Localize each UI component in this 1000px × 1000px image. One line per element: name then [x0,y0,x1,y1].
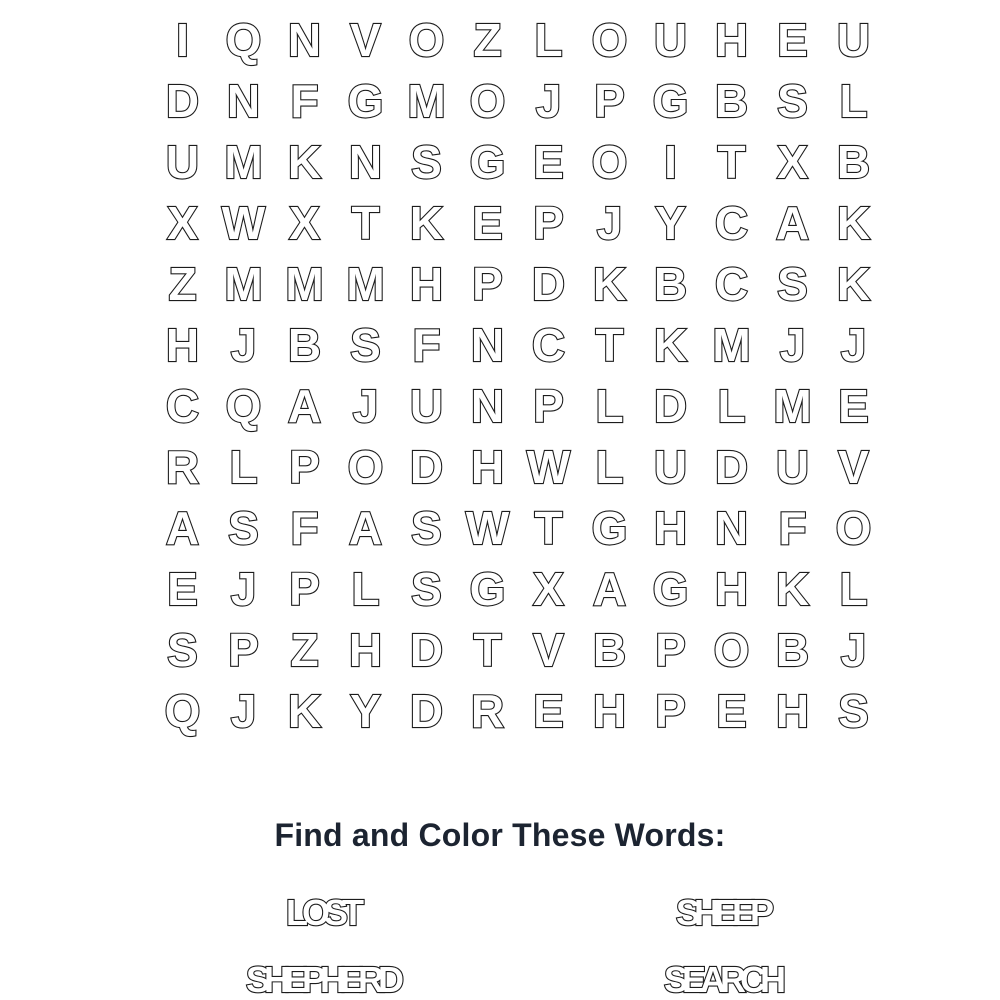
grid-letter[interactable]: O [713,623,750,676]
grid-letter[interactable]: L [717,379,746,432]
grid-letter[interactable]: G [591,501,628,554]
grid-letter[interactable]: I [176,13,189,66]
grid-letter[interactable]: A [775,196,810,249]
grid-letter[interactable]: D [165,74,200,127]
grid-letter[interactable]: T [717,135,746,188]
grid-letter[interactable]: T [351,196,380,249]
grid-letter[interactable]: U [653,440,688,493]
grid-letter[interactable]: A [592,562,627,615]
grid-letter[interactable]: I [664,135,677,188]
grid-letter[interactable]: T [534,501,563,554]
grid-letter[interactable]: U [165,135,200,188]
grid-letter[interactable]: H [714,562,749,615]
grid-letter[interactable]: C [714,196,749,249]
grid-letter[interactable]: W [221,196,266,249]
grid-letter[interactable]: J [230,562,257,615]
grid-letter[interactable]: J [352,379,379,432]
grid-letter[interactable]: U [775,440,810,493]
grid-letter[interactable]: H [165,318,200,371]
grid-letter[interactable]: Q [225,379,262,432]
grid-letter[interactable]: X [289,196,320,249]
grid-letter[interactable]: H [592,684,627,737]
grid-letter[interactable]: O [835,501,872,554]
grid-letter[interactable]: P [655,684,686,737]
grid-letter[interactable]: S [838,684,869,737]
grid-letter[interactable]: D [531,257,566,310]
grid-letter[interactable]: E [533,684,564,737]
grid-letter[interactable]: H [653,501,688,554]
grid-letter[interactable]: K [653,318,688,371]
grid-letter[interactable]: R [165,440,200,493]
grid-letter[interactable]: J [230,684,257,737]
grid-letter[interactable]: F [778,501,807,554]
grid-letter[interactable]: E [838,379,869,432]
grid-letter[interactable]: O [347,440,384,493]
grid-letter[interactable]: G [469,135,506,188]
grid-letter[interactable]: K [287,684,322,737]
grid-letter[interactable]: D [409,623,444,676]
grid-letter[interactable]: H [775,684,810,737]
word-list-item: SHEPHERD [245,959,399,1000]
grid-letter[interactable]: O [591,13,628,66]
word-list-item: SHEEP [675,892,769,933]
grid-letter[interactable]: S [777,257,808,310]
grid-letter[interactable]: M [773,379,812,432]
grid-letter[interactable]: Q [164,684,201,737]
grid-letter[interactable]: B [714,74,749,127]
word-search-grid [152,9,884,741]
grid-letter[interactable]: B [287,318,322,371]
grid-letter[interactable]: B [592,623,627,676]
grid-letter[interactable]: S [777,74,808,127]
worksheet-page [0,9,1000,1000]
grid-letter[interactable]: B [775,623,810,676]
grid-letter[interactable]: A [287,379,322,432]
grid-letter[interactable]: C [531,318,566,371]
grid-letter[interactable]: N [470,379,505,432]
grid-letter[interactable]: S [411,135,442,188]
grid-letter[interactable]: L [595,379,624,432]
grid-letter[interactable]: M [224,135,263,188]
grid-letter[interactable]: K [287,135,322,188]
grid-letter[interactable]: E [777,13,808,66]
grid-letter[interactable]: M [346,257,385,310]
grid-letter[interactable]: N [348,135,383,188]
grid-letter[interactable]: B [836,135,871,188]
grid-letter[interactable]: P [533,196,564,249]
grid-letter[interactable]: P [594,74,625,127]
grid-letter[interactable]: T [595,318,624,371]
grid-letter[interactable]: V [533,623,564,676]
grid-letter[interactable]: J [535,74,562,127]
grid-letter[interactable]: A [348,501,383,554]
grid-letter[interactable]: S [350,318,381,371]
grid-letter[interactable]: J [596,196,623,249]
word-list-heading: Find and Color These Words: [274,817,726,853]
grid-letter[interactable]: D [653,379,688,432]
grid-letter[interactable]: W [465,501,510,554]
grid-letter[interactable]: G [347,74,384,127]
grid-letter[interactable]: K [409,196,444,249]
grid-letter[interactable]: G [652,74,689,127]
grid-letter[interactable]: C [714,257,749,310]
grid-letter[interactable]: A [165,501,200,554]
grid-letter[interactable]: V [350,13,381,66]
grid-letter[interactable]: P [533,379,564,432]
grid-letter[interactable]: S [411,562,442,615]
grid-letter[interactable]: S [228,501,259,554]
grid-letter[interactable]: Z [290,623,319,676]
grid-letter[interactable]: O [408,13,445,66]
grid-letter[interactable]: D [714,440,749,493]
grid-letter[interactable]: K [592,257,627,310]
grid-letter[interactable]: L [229,440,258,493]
grid-letter[interactable]: F [412,318,441,371]
grid-letter[interactable]: L [351,562,380,615]
word-list-item: SEARCH [663,959,780,1000]
grid-letter[interactable]: U [653,13,688,66]
grid-letter[interactable]: H [470,440,505,493]
grid-letter[interactable]: U [409,379,444,432]
grid-letter[interactable]: K [836,257,871,310]
grid-letter[interactable]: X [167,196,198,249]
grid-letter[interactable]: K [836,196,871,249]
grid-letter[interactable]: G [469,562,506,615]
grid-letter[interactable]: C [165,379,200,432]
grid-letter[interactable]: O [591,135,628,188]
grid-letter[interactable]: F [290,74,319,127]
grid-letter[interactable]: W [526,440,571,493]
grid-letter[interactable]: X [533,562,564,615]
grid-letter[interactable]: E [472,196,503,249]
grid-letter[interactable]: X [777,135,808,188]
word-list-item: LOST [286,892,358,933]
grid-letter[interactable]: T [473,623,502,676]
grid-letter[interactable]: S [167,623,198,676]
grid-letter[interactable]: Z [473,13,502,66]
grid-letter[interactable]: B [653,257,688,310]
grid-letter[interactable]: N [470,318,505,371]
grid-letter[interactable]: V [838,440,869,493]
grid-letter[interactable]: L [839,74,868,127]
grid-letter[interactable]: H [409,257,444,310]
grid-letter[interactable]: M [224,257,263,310]
grid-letter[interactable]: O [469,74,506,127]
grid-letter[interactable]: L [595,440,624,493]
grid-letter[interactable]: M [712,318,751,371]
grid-letter[interactable]: E [716,684,747,737]
grid-letter[interactable]: P [228,623,259,676]
grid-letter[interactable]: F [290,501,319,554]
grid-letter[interactable]: Y [350,684,381,737]
grid-letter[interactable]: L [839,562,868,615]
grid-letter[interactable]: U [836,13,871,66]
grid-letter[interactable]: P [655,623,686,676]
grid-letter[interactable]: M [285,257,324,310]
grid-letter[interactable]: L [534,13,563,66]
grid-letter[interactable]: J [840,318,867,371]
grid-letter[interactable]: P [289,562,320,615]
grid-letter[interactable]: S [411,501,442,554]
grid-letter[interactable]: P [289,440,320,493]
grid-letter[interactable]: E [167,562,198,615]
grid-letter[interactable]: N [226,74,261,127]
grid-letter[interactable]: R [470,684,505,737]
grid-letter[interactable]: G [652,562,689,615]
grid-letter[interactable]: K [775,562,810,615]
grid-letter[interactable]: P [472,257,503,310]
grid-letter[interactable]: Z [168,257,197,310]
grid-letter[interactable]: M [407,74,446,127]
grid-letter[interactable]: J [840,623,867,676]
grid-letter[interactable]: D [409,440,444,493]
grid-letter[interactable]: Q [225,13,262,66]
grid-letter[interactable]: H [348,623,383,676]
word-list [125,892,925,1000]
grid-letter[interactable]: N [714,501,749,554]
grid-letter[interactable]: D [409,684,444,737]
grid-letter[interactable]: H [714,13,749,66]
grid-letter[interactable]: N [287,13,322,66]
grid-letter[interactable]: Y [655,196,686,249]
grid-letter[interactable]: J [230,318,257,371]
grid-letter[interactable]: J [779,318,806,371]
grid-letter[interactable]: E [533,135,564,188]
